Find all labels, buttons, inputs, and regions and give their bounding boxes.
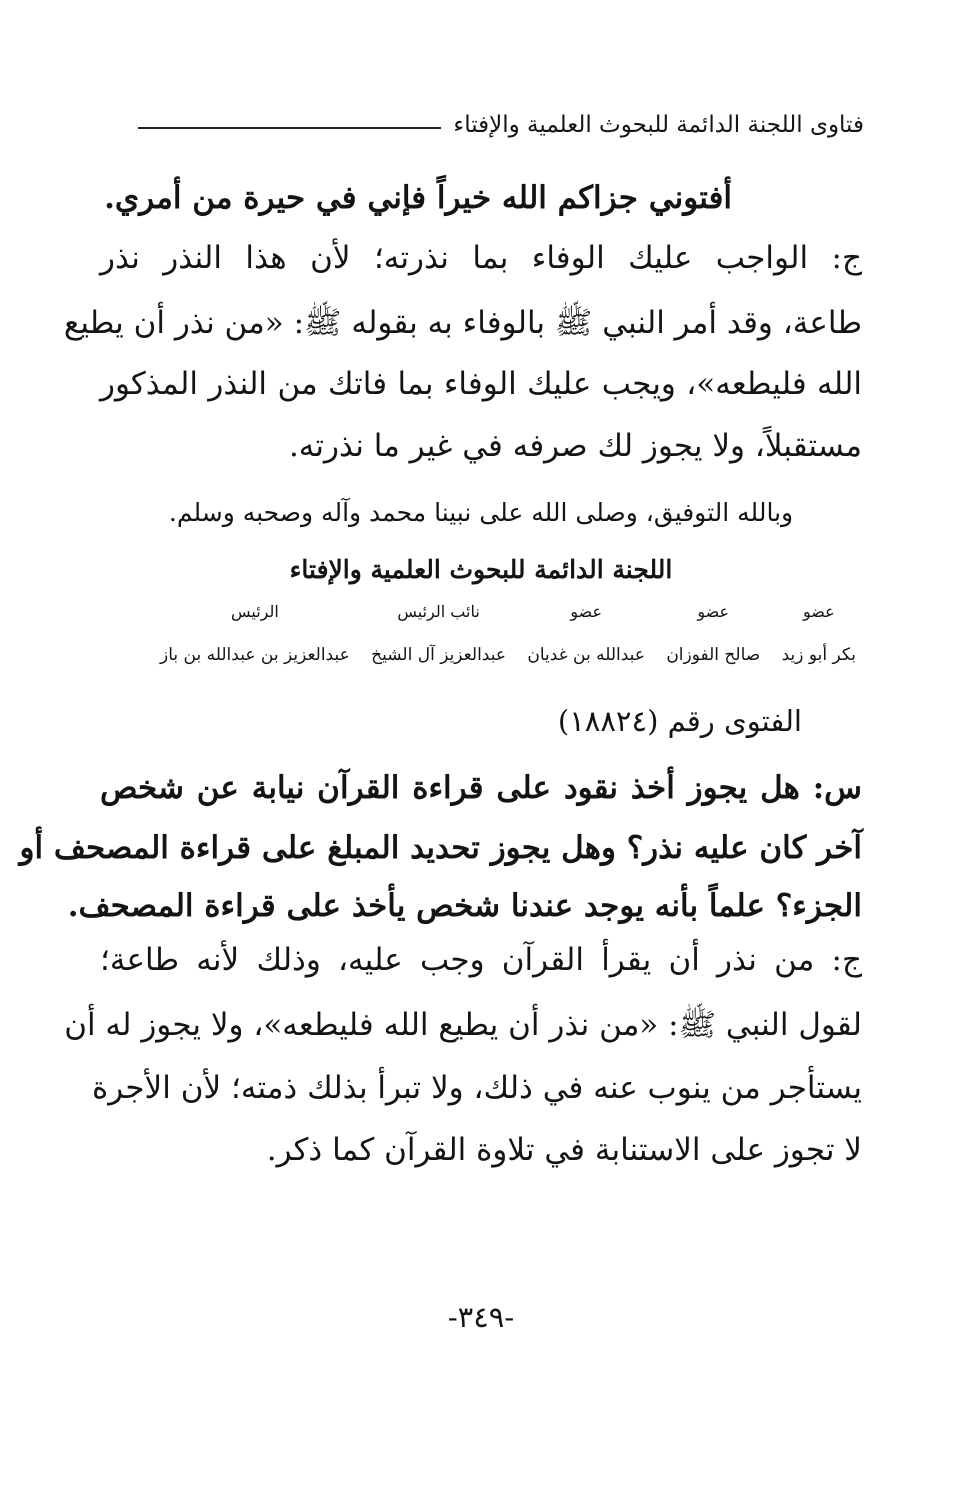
signature-role: عضو [697, 602, 730, 621]
closing-prayer: وبالله التوفيق، وصلى الله على نبينا محمد وآله وصحبه وسلم. [168, 498, 794, 527]
signature-role: نائب الرئيس [397, 602, 480, 621]
answer1-line2: طاعة، وقد أمر النبي ﷺ بالوفاء به بقوله ﷺ: «من نذر أن يطيع [63, 305, 862, 341]
answer2-line4: لا تجوز على الاستنابة في تلاوة القرآن كما ذكر. [266, 1132, 862, 1168]
signature-member [160, 602, 350, 666]
signature-name: بكر أبو زيد [781, 645, 856, 665]
signature-member [666, 602, 760, 666]
signature-name: عبدالله بن غديان [527, 645, 645, 665]
question-line2: آخر كان عليه نذر؟ وهل يجوز تحديد المبلغ على قراءة المصحف أو [19, 830, 862, 866]
signature-role: الرئيس [230, 602, 279, 621]
answer2-line3: يستأجر من ينوب عنه في ذلك، ولا تبرأ بذلك ذمته؛ لأن الأجرة [92, 1070, 862, 1106]
answer2-line1: ج: من نذر أن يقرأ القرآن وجب عليه، وذلك لأنه طاعة؛ [100, 942, 862, 978]
answer1-line3: الله فليطعه»، ويجب عليك الوفاء بما فاتك من النذر المذكور [100, 366, 862, 402]
running-header [138, 112, 864, 138]
signature-member [371, 602, 506, 666]
committee-title: اللجنة الدائمة للبحوث العلمية والإفتاء [289, 555, 673, 584]
header-rule [138, 127, 441, 129]
signature-member [782, 602, 856, 666]
fatwa-number: الفتوى رقم (١٨٨٢٤) [557, 704, 802, 738]
question-line3: الجزء؟ علماً بأنه يوجد عندنا شخص يأخذ على قراءة المصحف. [67, 888, 862, 924]
signature-name: صالح الفوزان [666, 645, 761, 665]
signature-name: عبدالعزيز آل الشيخ [371, 645, 506, 665]
signature-member [527, 602, 645, 666]
signature-role: عضو [570, 602, 602, 621]
signatures [160, 602, 856, 666]
answer2-line2: لقول النبي ﷺ: «من نذر أن يطيع الله فليطعه»، ولا يجوز له أن [64, 1007, 862, 1043]
question-end-line: أفتوني جزاكم الله خيراً فإني في حيرة من أمري. [104, 180, 732, 216]
answer1-line1: ج: الواجب عليك الوفاء بما نذرته؛ لأن هذا النذر نذر [100, 240, 862, 276]
question-line1: س: هل يجوز أخذ نقود على قراءة القرآن نيابة عن شخص [100, 770, 862, 806]
signature-role: عضو [802, 602, 835, 621]
running-header-title: فتاوى اللجنة الدائمة للبحوث العلمية والإفتاء [453, 112, 864, 138]
page-number: -٣٤٩- [447, 1300, 515, 1334]
signature-name: عبدالعزيز بن عبدالله بن باز [160, 645, 350, 665]
answer1-line4: مستقبلاً، ولا يجوز لك صرفه في غير ما نذرته. [288, 428, 862, 464]
